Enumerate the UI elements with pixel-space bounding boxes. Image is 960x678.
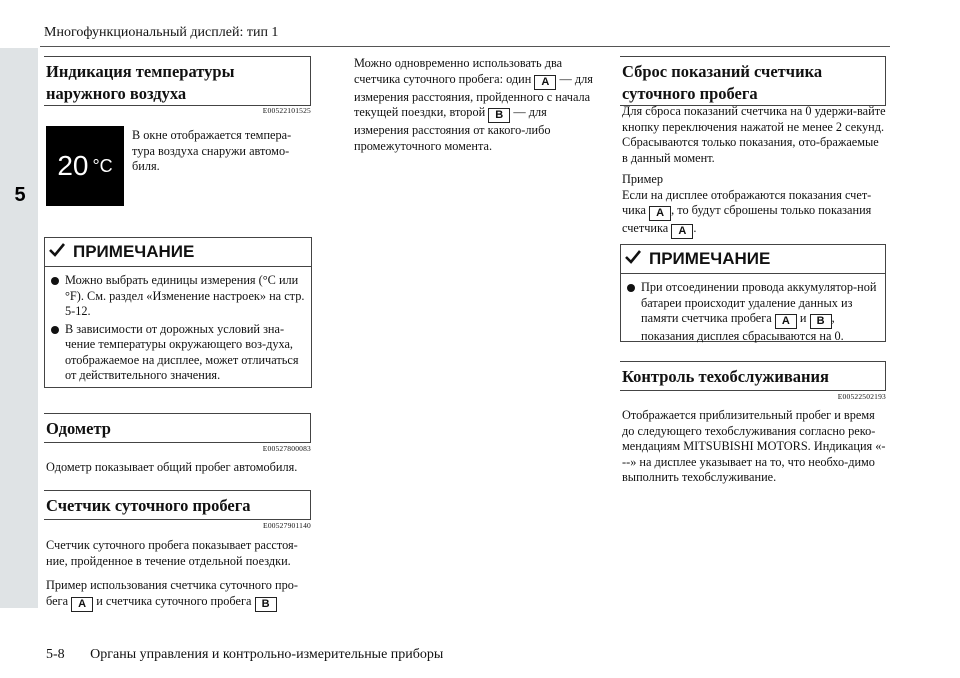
display-unit: °C (92, 155, 113, 176)
note-header (621, 245, 885, 274)
service-heading: Контроль техобслуживания (620, 361, 886, 391)
odometer-text: Одометр показывает общий пробег автомобиля. (46, 460, 298, 474)
note-item: При отсоединении провода аккумулятор-ной батареи происходит удаление данных из памяти счетчика пробега A и B , показания дисплея сбрасываются на 0. (627, 280, 881, 345)
page-footer (46, 647, 443, 663)
trip-text-1: Счетчик суточного пробега показывает расстоя-ние, пройденное в течение отдельной поездки. (46, 538, 298, 568)
trip-a-key-icon: A (775, 314, 797, 329)
trip-b-key-icon: B (255, 597, 277, 612)
service-code: E00522502193 (837, 392, 886, 401)
page-number: 5-8 (46, 647, 65, 662)
reset-heading: Сброс показаний счетчика суточного пробега (620, 56, 886, 106)
odometer-heading: Одометр (44, 413, 311, 443)
checkmark-icon (625, 249, 641, 269)
chapter-number: 5 (14, 184, 26, 206)
note-box-2 (620, 244, 886, 342)
header-rule (40, 46, 890, 47)
trip-a-key-icon: A (71, 597, 93, 612)
footer-section: Органы управления и контрольно-измерительные приборы (90, 647, 444, 662)
trip-b-key-icon: B (810, 314, 832, 329)
trip-b-key-icon: B (488, 108, 510, 123)
note-title: ПРИМЕЧАНИЕ (73, 242, 195, 261)
note-item: Можно выбрать единицы измерения (°C или °F). См. раздел «Изменение настроек» на стр. 5-12. (51, 273, 307, 320)
note-box-1 (44, 237, 312, 388)
trip-heading: Счетчик суточного пробега (44, 490, 311, 520)
checkmark-icon (49, 242, 65, 262)
reset-example: Пример Если на дисплее отображаются показания счет-чика A , то будут сброшены только показания счетчика A . (622, 172, 886, 239)
note-title: ПРИМЕЧАНИЕ (649, 249, 771, 268)
temp-text: В окне отображается темпера-тура воздуха снаружи автомо-биля. (132, 128, 292, 173)
page-header: Многофункциональный дисплей: тип 1 (44, 25, 279, 40)
note-header (45, 238, 311, 267)
temp-code: E00522101525 (262, 106, 311, 115)
trip-text-2: Пример использования счетчика суточного про-бега A и счетчика суточного пробега B (46, 578, 298, 610)
note-item: В зависимости от дорожных условий зна-чение температуры окружающего воз-духа, отображаемое на дисплее, может отличаться от действительного значения. (51, 322, 307, 384)
trip-a-key-icon: A (671, 224, 693, 239)
trip-code: E00527901140 (263, 521, 311, 530)
trip-a-key-icon: A (534, 75, 556, 90)
temperature-display (46, 126, 124, 206)
odometer-code: E00527800083 (262, 444, 311, 453)
trip-a-key-icon: A (649, 206, 671, 221)
temp-heading: Индикация температуры наружного воздуха (44, 56, 311, 106)
dual-trip-text: Можно одновременно использовать два счетчика суточного пробега: один A — для измерения расстояния, пройденного с начала текущей поездки, второй B — для измерения расстояния от какого-либо промежуточного момента. (354, 56, 593, 153)
chapter-sidebar (0, 48, 38, 608)
service-text: Отображается приблизительный пробег и время до следующего техобслуживания согласно реко-мендациям MITSUBISHI MOTORS. Индикация «---» на дисплее указывает на то, что необхо-димо выполнить техобслуживание. (622, 408, 886, 484)
display-value: 20 (57, 150, 89, 181)
example-label: Пример (622, 172, 663, 186)
reset-text: Для сброса показаний счетчика на 0 удержи-вайте кнопку переключения нажатой не менее 2 секунд. Сбрасываются только показания, ото-бражаемые в данный момент. (622, 104, 886, 165)
